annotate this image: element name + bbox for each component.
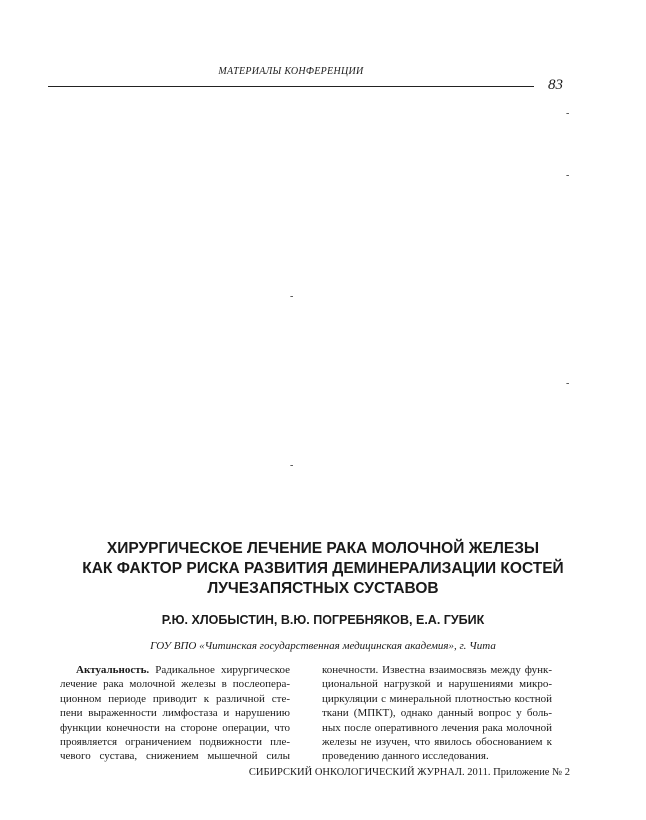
paragraph-line: ционном периоде приводит к различной сте- [60, 692, 290, 705]
paragraph-line [60, 663, 290, 677]
paragraph-line: пени выраженности лимфостаза и нарушению [60, 707, 290, 720]
article-title [50, 539, 596, 599]
paragraph-line: циональной нагрузкой и нарушениями микро- [322, 678, 552, 691]
dash-mark: - [566, 378, 570, 389]
dash-mark: - [290, 460, 294, 471]
title-line: КАК ФАКТОР РИСКА РАЗВИТИЯ ДЕМИНЕРАЛИЗАЦИИ КОСТЕЙ [82, 560, 564, 577]
running-head: МАТЕРИАЛЫ КОНФЕРЕНЦИИ [218, 66, 364, 77]
journal-footer: СИБИРСКИЙ ОНКОЛОГИЧЕСКИЙ ЖУРНАЛ. 2011. Приложение № 2 [248, 767, 570, 778]
paragraph-line: железы не изучен, что явилось обоснованием к [322, 736, 552, 749]
paragraph-line: ткани (МПКТ), однако данный вопрос у боль- [322, 707, 552, 720]
section-lead: Актуальность. [76, 664, 150, 676]
dash-mark: - [566, 170, 570, 181]
authors: Р.Ю. ХЛОБЫСТИН, В.Ю. ПОГРЕБНЯКОВ, Е.А. ГУБИК [161, 613, 485, 627]
page-number: 83 [548, 77, 563, 93]
paragraph-line: проведению данного исследования. [322, 750, 489, 763]
dash-mark: - [290, 291, 294, 302]
paragraph-line: конечности. Известна взаимосвязь между функ- [322, 664, 552, 676]
title-line: ХИРУРГИЧЕСКОЕ ЛЕЧЕНИЕ РАКА МОЛОЧНОЙ ЖЕЛЕЗЫ [106, 540, 540, 557]
paragraph-line: циркуляции с минеральной плотностью костной [322, 692, 552, 705]
dash-mark: - [566, 108, 570, 119]
body-column-right [322, 663, 552, 764]
paragraph-line: ных после оперативного лечения рака молочной [322, 721, 552, 734]
paragraph-text: Радикальное хирургическое [149, 664, 290, 676]
body-column-left [60, 663, 290, 764]
affiliation: ГОУ ВПО «Читинская государственная медицинская академия», г. Чита [150, 640, 496, 652]
paragraph-line: лечение рака молочной железы в послеопера- [60, 678, 290, 691]
paragraph-line: проявляется ограничением подвижности пле- [60, 736, 290, 749]
paragraph-line: чевого сустава, снижением мышечной силы [60, 750, 290, 763]
paragraph-line: функции конечности на стороне операции, что [60, 721, 290, 734]
header-rule [48, 86, 534, 87]
title-line: ЛУЧЕЗАПЯСТНЫХ СУСТАВОВ [207, 580, 439, 597]
